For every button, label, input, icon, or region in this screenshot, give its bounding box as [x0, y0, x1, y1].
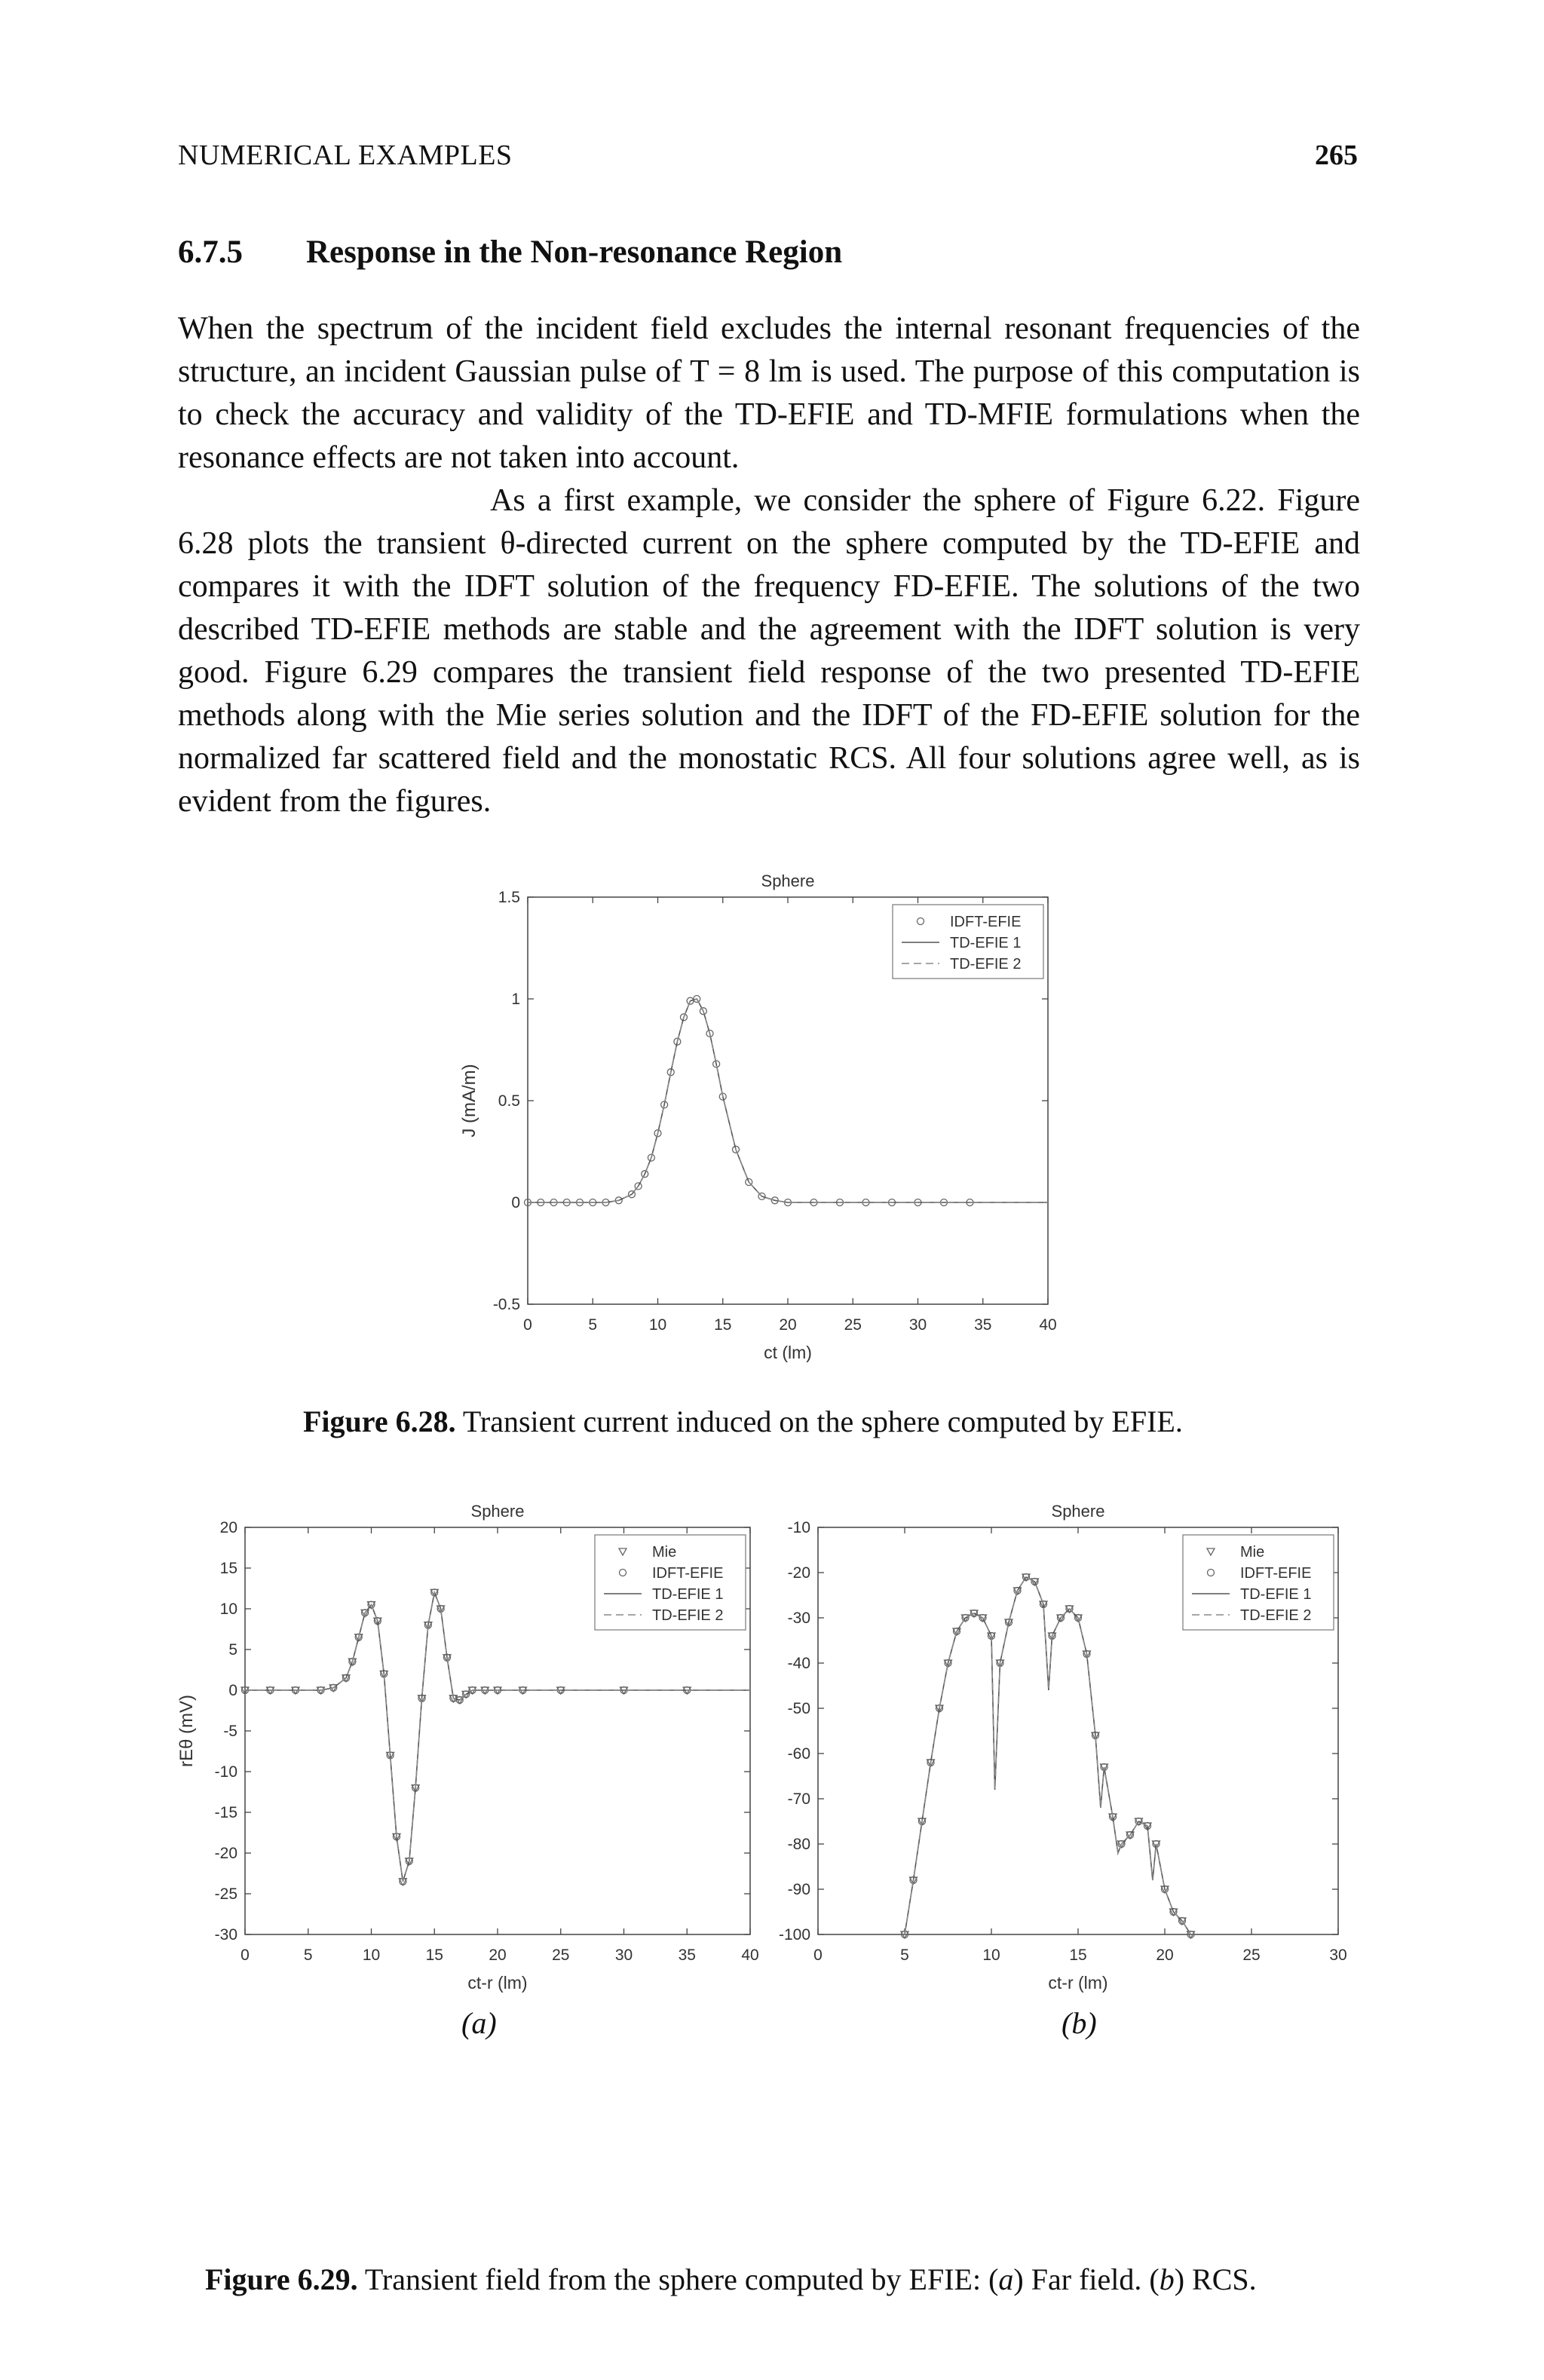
chart1-ytick-label: -5	[223, 1723, 237, 1740]
chart2-xtick-label: 20	[1156, 1947, 1174, 1964]
chart2-ytick-label: -40	[787, 1655, 810, 1672]
figure-6-29-text-2: ) Far field. (	[1013, 2262, 1160, 2296]
chart2-ytick-label: -50	[787, 1700, 810, 1717]
chart1-xtick-label: 25	[552, 1947, 570, 1964]
chart1-xlabel: ct-r (lm)	[467, 1973, 528, 1993]
chart1-xtick-label: 35	[678, 1947, 696, 1964]
chart1-ytick-label: -30	[214, 1926, 237, 1944]
chart2-title: Sphere	[1051, 1502, 1105, 1521]
subfigure-b-label: (b)	[1062, 2006, 1097, 2040]
figure-6-29b-chart	[754, 1482, 1357, 2002]
section-heading	[178, 234, 842, 271]
chart2-ytick-label: -30	[787, 1610, 810, 1627]
chart0-ytick-label: 0	[511, 1194, 520, 1211]
chart2-xtick-label: 25	[1242, 1947, 1261, 1964]
chart0-xtick-label: 0	[523, 1316, 532, 1334]
chart2-ytick-label: -100	[778, 1926, 810, 1944]
chart0-ytick-label: 1	[511, 991, 520, 1008]
chart1-legend-label: TD-EFIE 2	[652, 1607, 724, 1624]
chart0-xtick-label: 10	[648, 1316, 667, 1334]
chart0-title: Sphere	[761, 871, 815, 890]
chart2-legend-label: IDFT-EFIE	[1240, 1565, 1312, 1582]
chart2-xtick-label: 30	[1329, 1947, 1347, 1964]
chart0-ytick-label: 1.5	[498, 889, 520, 906]
chart1-legend-label: TD-EFIE 1	[652, 1586, 724, 1603]
chart1-xtick-label: 0	[240, 1947, 250, 1964]
chart1-legend-label: IDFT-EFIE	[652, 1565, 724, 1582]
figure-6-29-text-3: ) RCS.	[1174, 2262, 1257, 2296]
chart0-xtick-label: 30	[908, 1316, 927, 1334]
chart0-xtick-label: 35	[974, 1316, 992, 1334]
chart0-ytick-label: -0.5	[492, 1296, 520, 1313]
chart2-legend-label: TD-EFIE 1	[1240, 1586, 1312, 1603]
chart2-ytick-label: -10	[787, 1519, 810, 1536]
chart2-ytick-label: -60	[787, 1745, 810, 1763]
chart0-legend-label: TD-EFIE 2	[950, 956, 1022, 973]
chart0-legend-label: TD-EFIE 1	[950, 935, 1022, 951]
page-number: 265	[1315, 139, 1358, 171]
chart1-xtick-label: 20	[489, 1947, 507, 1964]
chart0-xtick-label: 15	[714, 1316, 732, 1334]
paragraph-1: When the spectrum of the incident field excludes the internal resonant frequencies of the structure, an incident Gaussian pulse of T = 8 lm is used. The purpose of this computation is to check the accuracy and validity of the TD-EFIE and TD-MFIE formulations when the resonance effects are not taken into account.	[178, 311, 1360, 475]
section-title: Response in the Non-resonance Region	[306, 234, 843, 270]
chart1-ytick-label: 5	[228, 1641, 237, 1659]
chart0-ylabel: J (mA/m)	[459, 1064, 479, 1138]
chart2-legend-label: TD-EFIE 2	[1240, 1607, 1312, 1624]
chart2-xtick-label: 0	[813, 1947, 823, 1964]
paragraph-2: As a first example, we consider the sphere of Figure 6.22. Figure 6.28 plots the transient θ-directed current on the sphere computed by the TD-EFIE and compares it with the IDFT solution of the frequency FD-EFIE. The solutions of the two described TD-EFIE methods are stable and the agreement with the IDFT solution is very good. Figure 6.29 compares the transient field response of the two presented TD-EFIE methods along with the Mie series solution and the IDFT of the FD-EFIE solution for the normalized far scattered field and the monostatic RCS. All four solutions agree well, as is evident from the figures.	[178, 483, 1360, 819]
figure-6-28-label: Figure 6.28.	[303, 1404, 456, 1438]
chart1-title: Sphere	[470, 1502, 525, 1521]
chart1-ytick-label: -10	[214, 1763, 237, 1781]
figure-6-29-caption	[205, 2262, 1257, 2297]
figure-6-29-text-1: Transient field from the sphere computed by EFIE: (	[357, 2262, 999, 2296]
figure-6-28-text: Transient current induced on the sphere computed by EFIE.	[455, 1404, 1183, 1438]
chart1-ytick-label: 15	[219, 1560, 237, 1577]
running-head: NUMERICAL EXAMPLES	[178, 139, 513, 171]
chart1-ylabel: rEθ (mV)	[176, 1695, 197, 1767]
chart0-legend-label: IDFT-EFIE	[950, 914, 1022, 930]
chart0-xtick-label: 25	[844, 1316, 862, 1334]
chart0-xtick-label: 40	[1039, 1316, 1057, 1334]
chart1-legend-label: Mie	[652, 1544, 677, 1561]
chart1-ytick-label: 10	[219, 1600, 237, 1618]
chart2-xlabel: ct-r (lm)	[1048, 1973, 1108, 1993]
chart2-ytick-label: -20	[787, 1564, 810, 1582]
chart1-xtick-label: 15	[425, 1947, 443, 1964]
chart2-ytick-label: -80	[787, 1836, 810, 1853]
figure-6-29-a: a	[998, 2262, 1014, 2296]
chart2-ytick-label: -70	[787, 1790, 810, 1808]
chart2-xtick-label: 10	[982, 1947, 1000, 1964]
figure-6-28-caption	[303, 1404, 1183, 1439]
chart1-xtick-label: 10	[362, 1947, 381, 1964]
chart1-ytick-label: 20	[219, 1519, 237, 1536]
chart0-ytick-label: 0.5	[498, 1092, 520, 1110]
figure-6-29-b: b	[1159, 2262, 1175, 2296]
chart2-legend-label: Mie	[1240, 1544, 1265, 1561]
figure-6-28-chart	[422, 852, 1086, 1380]
figure-6-29a-chart	[166, 1482, 769, 2002]
chart0-xtick-label: 20	[779, 1316, 797, 1334]
subfigure-a-label: (a)	[461, 2006, 497, 2040]
chart1-ytick-label: -20	[214, 1845, 237, 1862]
figure-6-29-label: Figure 6.29.	[205, 2262, 358, 2296]
chart1-ytick-label: -25	[214, 1885, 237, 1903]
chart1-ytick-label: -15	[214, 1804, 237, 1821]
chart1-xtick-label: 30	[614, 1947, 633, 1964]
chart1-xtick-label: 40	[741, 1947, 759, 1964]
chart1-ytick-label: 0	[228, 1682, 237, 1699]
chart2-ytick-label: -90	[787, 1881, 810, 1898]
section-number: 6.7.5	[178, 234, 243, 270]
chart0-xtick-label: 5	[588, 1316, 598, 1334]
chart2-xtick-label: 15	[1069, 1947, 1087, 1964]
chart1-xtick-label: 5	[303, 1947, 313, 1964]
chart0-xlabel: ct (lm)	[764, 1343, 812, 1362]
chart2-xtick-label: 5	[900, 1947, 909, 1964]
